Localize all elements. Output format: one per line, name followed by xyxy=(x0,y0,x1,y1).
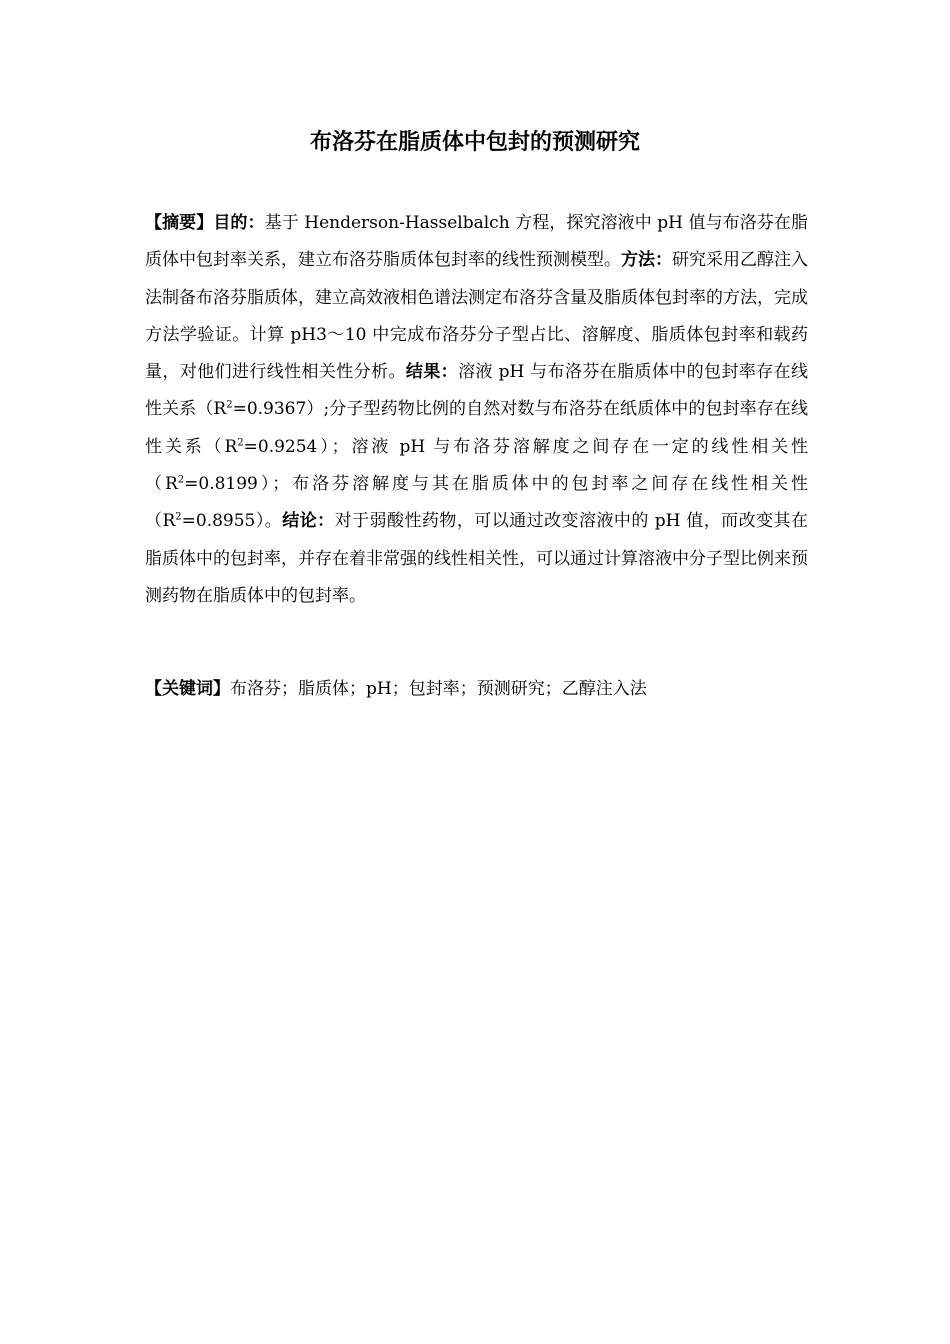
keywords-line xyxy=(145,672,808,706)
document-title: 布洛芬在脂质体中包封的预测研究 xyxy=(309,130,640,155)
keywords-label: 【关键词】 xyxy=(145,679,230,699)
results-text-2: =0.9367）;分子型药物比例的自然对数与布洛芬在纸质体中的包封率存在线性关系（R xyxy=(145,399,808,457)
conclusion-label: 结论： xyxy=(282,511,335,532)
results-text-4: =0.8199）；布洛芬溶解度与其在脂质体中的包封率之间存在线性相关性（R xyxy=(145,474,808,532)
results-text-5: =0.8955）。 xyxy=(181,511,283,532)
conclusion-text: 对于弱酸性药物，可以通过改变溶液中的 pH 值，而改变其在脂质体中的包封率，并存在着非常强的线性相关性，可以通过计算溶液中分子型比例来预测药物在脂质体中的包封率。 xyxy=(145,511,809,606)
results-label: 结果： xyxy=(405,362,459,383)
methods-label: 方法： xyxy=(621,250,672,271)
keywords-text: 布洛芬；脂质体；pH；包封率；预测研究；乙醇注入法 xyxy=(230,679,647,699)
results-text-3: =0.9254）；溶液 pH 与布洛芬溶解度之间存在一定的线性相关性（R xyxy=(145,436,808,495)
abstract-label: 【摘要】 xyxy=(145,213,214,233)
superscript-2: 2 xyxy=(175,511,182,523)
abstract-paragraph xyxy=(145,205,808,615)
purpose-text: 基于 Henderson-Hasselbalch 方程，探究溶液中 pH 值与布洛芬在脂质体中包封率关系，建立布洛芬脂质体包封率的线性预测模型。 xyxy=(145,213,809,271)
superscript-2: 2 xyxy=(226,399,233,411)
results-text-1: 溶液 pH 与布洛芬在脂质体中的包封率存在线性关系（R xyxy=(145,362,809,420)
purpose-label: 目的： xyxy=(213,213,265,233)
methods-text: 研究采用乙醇注入法制备布洛芬脂质体，建立高效液相色谱法测定布洛芬含量及脂质体包封率的方法，完成方法学验证。计算 pH3～10 中完成布洛芬分子型占比、溶解度、脂质体包封率和载药量，对他们进行线性相关性分析。 xyxy=(145,250,808,383)
superscript-2: 2 xyxy=(237,437,244,449)
superscript-2: 2 xyxy=(177,474,185,486)
